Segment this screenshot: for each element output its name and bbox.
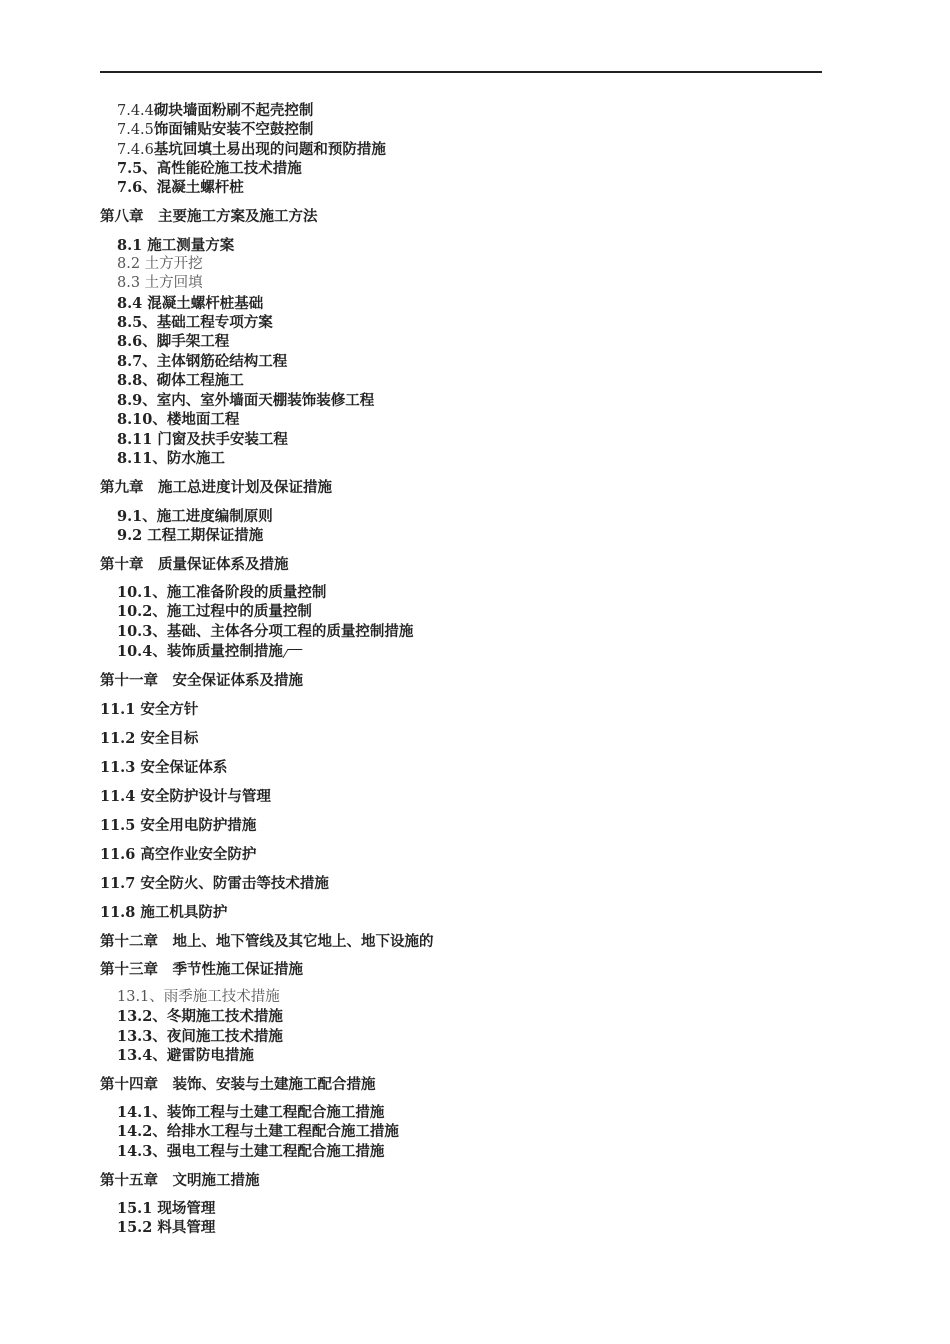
toc-number: 8.5、 <box>117 314 157 331</box>
toc-title: 防水施工 <box>166 450 225 467</box>
toc-title: 主要施工方案及施工方法 <box>143 208 318 225</box>
toc-entry[interactable] <box>117 507 273 526</box>
toc-number: 第十二章 <box>100 933 158 950</box>
toc-title: 混凝土螺杆桩基础 <box>142 295 264 312</box>
toc-heading[interactable] <box>100 671 303 690</box>
toc-title: 施工准备阶段的质量控制 <box>166 584 327 601</box>
toc-entry[interactable] <box>117 178 244 197</box>
toc-title: 高空作业安全防护 <box>135 846 257 863</box>
toc-number: 13.3、 <box>117 1028 167 1045</box>
toc-entry[interactable] <box>117 526 263 545</box>
toc-title: 砌块墙面粉刷不起壳控制 <box>153 102 314 119</box>
toc-heading[interactable] <box>100 207 318 226</box>
toc-entry[interactable] <box>117 1027 283 1046</box>
toc-number: 8.8、 <box>117 372 157 389</box>
toc-number: 7.6、 <box>117 179 157 196</box>
toc-number: 11.3 <box>100 759 136 776</box>
toc-entry[interactable] <box>117 642 300 661</box>
toc-title: 施工总进度计划及保证措施 <box>143 479 332 496</box>
toc-heading[interactable] <box>100 700 198 719</box>
toc-title: 安全保证体系 <box>135 759 228 776</box>
toc-number: 11.1 <box>100 701 136 718</box>
toc-number: 11.5 <box>100 817 136 834</box>
toc-number: 11.2 <box>100 730 136 747</box>
toc-title: 装饰工程与土建工程配合施工措施 <box>166 1104 385 1121</box>
toc-entry[interactable] <box>117 391 374 410</box>
toc-title: 施工测量方案 <box>142 237 235 254</box>
toc-title: 饰面铺贴安装不空鼓控制 <box>153 121 314 138</box>
toc-heading[interactable] <box>100 874 329 893</box>
toc-heading[interactable] <box>100 845 256 864</box>
toc-number: 15.2 <box>117 1219 153 1236</box>
toc-number: 9.1、 <box>117 508 157 525</box>
toc-heading[interactable] <box>100 932 434 951</box>
toc-title: 室内、室外墙面天棚装饰装修工程 <box>156 392 375 409</box>
toc-number: 7.5、 <box>117 160 157 177</box>
toc-title: 强电工程与土建工程配合施工措施 <box>166 1143 385 1160</box>
toc-number: 第十章 <box>100 556 144 573</box>
toc-number: 7.4.4 <box>117 103 154 119</box>
toc-number: 10.1、 <box>117 584 167 601</box>
toc-heading[interactable] <box>100 960 303 979</box>
toc-title: 基础、主体各分项工程的质量控制措施 <box>166 623 414 640</box>
toc-entry[interactable] <box>117 255 203 274</box>
toc-heading[interactable] <box>100 478 332 497</box>
toc-heading[interactable] <box>100 555 289 574</box>
toc-number: 第十五章 <box>100 1172 158 1189</box>
toc-title: 冬期施工技术措施 <box>166 1008 283 1025</box>
toc-title: 脚手架工程 <box>156 333 230 350</box>
toc-title: 避雷防电措施 <box>166 1047 254 1064</box>
toc-title: 土方开挖 <box>140 256 203 272</box>
toc-entry[interactable] <box>117 140 386 160</box>
toc-title: 安全保证体系及措施 <box>158 672 303 689</box>
toc-number: 11.6 <box>100 846 136 863</box>
toc-title: 安全防火、防雷击等技术措施 <box>135 875 329 892</box>
toc-number: 8.10、 <box>117 411 167 428</box>
toc-number: 第十三章 <box>100 961 158 978</box>
toc-entry[interactable] <box>117 236 234 255</box>
toc-title: 安全方针 <box>135 701 199 718</box>
toc-entry[interactable] <box>117 1199 215 1218</box>
toc-number: 8.6、 <box>117 333 157 350</box>
toc-number: 11.8 <box>100 904 136 921</box>
toc-heading[interactable] <box>100 1075 376 1094</box>
toc-entry[interactable] <box>117 294 263 313</box>
toc-title: 楼地面工程 <box>166 411 240 428</box>
toc-entry[interactable] <box>117 583 326 602</box>
toc-title: 季节性施工保证措施 <box>158 961 303 978</box>
toc-number: 8.1 <box>117 237 143 254</box>
toc-number: 11.7 <box>100 875 136 892</box>
toc-number: 14.3、 <box>117 1143 167 1160</box>
toc-entry[interactable] <box>117 1218 215 1237</box>
toc-number: 8.4 <box>117 295 143 312</box>
toc-entry[interactable] <box>117 449 225 468</box>
toc-heading[interactable] <box>100 787 271 806</box>
toc-title: 安全目标 <box>135 730 199 747</box>
toc-title: 安全用电防护措施 <box>135 817 257 834</box>
toc-title: 雨季施工技术措施 <box>163 989 280 1005</box>
toc-entry[interactable] <box>117 1103 384 1122</box>
toc-number: 10.2、 <box>117 603 167 620</box>
toc-entry[interactable] <box>117 410 239 429</box>
toc-entry[interactable] <box>117 120 313 140</box>
toc-number: 13.4、 <box>117 1047 167 1064</box>
toc-entry[interactable] <box>117 352 287 371</box>
toc-entry[interactable] <box>117 1046 254 1065</box>
toc-heading[interactable] <box>100 1171 260 1190</box>
toc-entry[interactable] <box>117 988 280 1007</box>
toc-number: 第九章 <box>100 479 144 496</box>
toc-number: 14.2、 <box>117 1123 167 1140</box>
toc-entry[interactable] <box>117 622 413 641</box>
cursor-mark-icon <box>282 649 302 658</box>
toc-number: 第十四章 <box>100 1076 158 1093</box>
toc-number: 8.3 <box>117 275 141 291</box>
toc-title: 装饰、安装与土建施工配合措施 <box>158 1076 376 1093</box>
toc-heading[interactable] <box>100 729 198 748</box>
toc-number: 7.4.5 <box>117 122 154 138</box>
toc-title: 现场管理 <box>152 1200 216 1217</box>
toc-number: 11.4 <box>100 788 136 805</box>
toc-title: 土方回填 <box>140 275 203 291</box>
toc-title: 质量保证体系及措施 <box>143 556 289 573</box>
toc-title: 地上、地下管线及其它地上、地下设施的 <box>158 933 434 950</box>
toc-number: 13.2、 <box>117 1008 167 1025</box>
toc-title: 施工机具防护 <box>135 904 228 921</box>
toc-number: 10.4、 <box>117 643 167 660</box>
toc-number: 8.11 <box>117 431 153 448</box>
toc-number: 10.3、 <box>117 623 167 640</box>
toc-heading[interactable] <box>100 816 256 835</box>
toc-title: 工程工期保证措施 <box>142 527 264 544</box>
toc-title: 施工过程中的质量控制 <box>166 603 312 620</box>
toc-entry[interactable] <box>117 313 273 332</box>
toc-heading[interactable] <box>100 903 227 922</box>
toc-entry[interactable] <box>117 101 313 121</box>
toc-title: 安全防护设计与管理 <box>135 788 271 805</box>
toc-entry[interactable] <box>117 274 203 293</box>
toc-number: 7.4.6 <box>117 142 154 158</box>
header-rule <box>100 71 822 73</box>
toc-number: 第十一章 <box>100 672 158 689</box>
toc-heading[interactable] <box>100 758 227 777</box>
toc-title: 施工进度编制原则 <box>156 508 273 525</box>
toc-entry[interactable] <box>117 332 229 351</box>
toc-entry[interactable] <box>117 430 288 449</box>
toc-title: 给排水工程与土建工程配合施工措施 <box>166 1123 399 1140</box>
toc-number: 8.2 <box>117 256 141 272</box>
toc-number: 8.11、 <box>117 450 167 467</box>
toc-entry[interactable] <box>117 1007 283 1026</box>
toc-entry[interactable] <box>117 159 302 178</box>
toc-number: 13.1、 <box>117 989 164 1005</box>
toc-number: 9.2 <box>117 527 143 544</box>
toc-number: 14.1、 <box>117 1104 167 1121</box>
toc-title: 混凝土螺杆桩 <box>156 179 244 196</box>
toc-title: 砌体工程施工 <box>156 372 244 389</box>
toc-entry[interactable] <box>117 1122 399 1141</box>
toc-number: 8.7、 <box>117 353 157 370</box>
toc-title: 基础工程专项方案 <box>156 314 273 331</box>
toc-number: 8.9、 <box>117 392 157 409</box>
toc-title: 夜间施工技术措施 <box>166 1028 283 1045</box>
toc-title: 装饰质量控制措施 <box>166 643 283 660</box>
toc-title: 门窗及扶手安装工程 <box>152 431 288 448</box>
toc-title: 主体钢筋砼结构工程 <box>156 353 288 370</box>
toc-title: 料具管理 <box>152 1219 216 1236</box>
toc-number: 15.1 <box>117 1200 153 1217</box>
toc-title: 高性能砼施工技术措施 <box>156 160 302 177</box>
toc-title: 文明施工措施 <box>158 1172 260 1189</box>
toc-entry[interactable] <box>117 371 244 390</box>
toc-entry[interactable] <box>117 1142 384 1161</box>
toc-entry[interactable] <box>117 602 312 621</box>
toc-number: 第八章 <box>100 208 144 225</box>
toc-title: 基坑回填土易出现的问题和预防措施 <box>153 141 386 158</box>
